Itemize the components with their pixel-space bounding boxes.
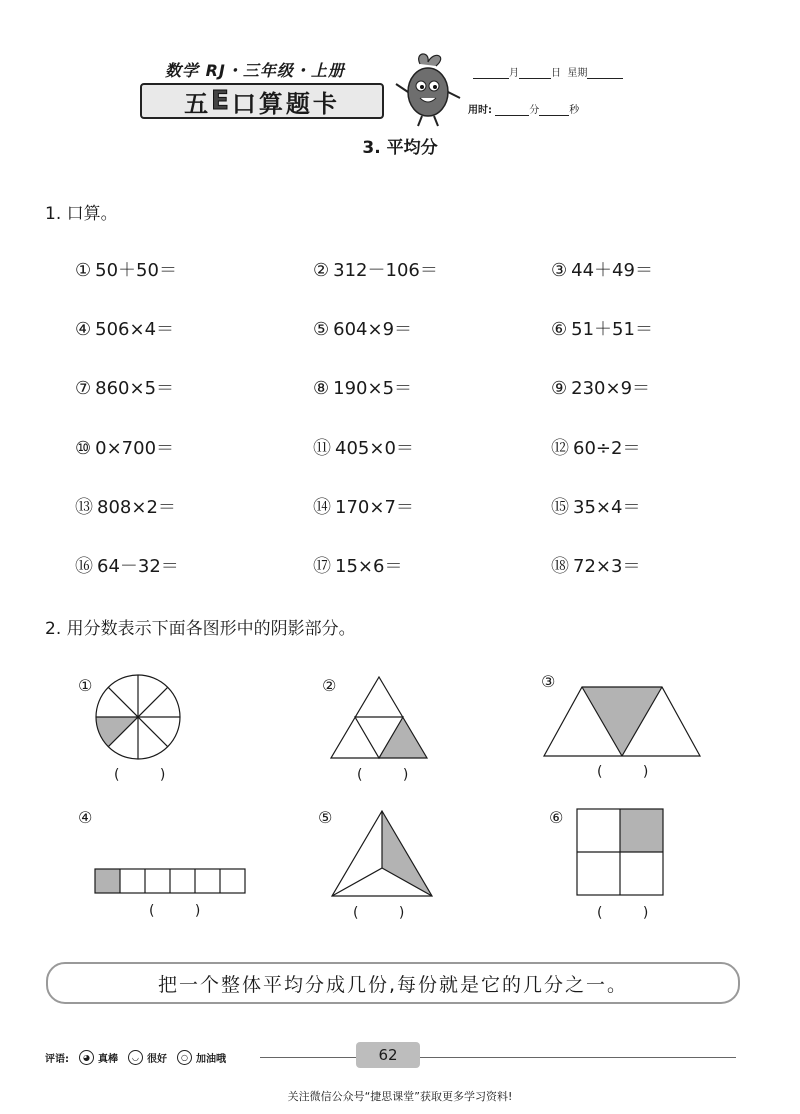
problem-number: ⑨ xyxy=(551,378,568,399)
problem-18 xyxy=(551,552,640,578)
brand-post: 口算题卡 xyxy=(231,89,340,118)
problem-expression: 60÷2＝ xyxy=(573,438,641,459)
shape-1-shaded-sector xyxy=(96,717,138,747)
shape-4-answer[interactable]: ( ) xyxy=(149,903,219,919)
problem-expression: 604×9＝ xyxy=(333,319,413,340)
problem-number: ⑮ xyxy=(551,497,569,518)
problem-expression: 44＋49＝ xyxy=(571,260,653,281)
problem-expression: 230×9＝ xyxy=(571,378,651,399)
shape-6-square xyxy=(576,808,664,896)
problem-expression: 72×3＝ xyxy=(573,556,641,577)
problem-12 xyxy=(551,434,640,460)
shape-2-answer[interactable]: ( ) xyxy=(357,767,427,783)
problem-10 xyxy=(75,434,174,460)
question-2-title: 2. 用分数表示下面各图形中的阴影部分。 xyxy=(45,619,356,639)
problem-number: ⑧ xyxy=(313,378,330,399)
problem-number: ⑥ xyxy=(551,319,568,340)
evaluation-keep-going: 加油哦 xyxy=(196,1054,226,1065)
time-label: 用时: xyxy=(468,105,492,116)
month-label: 月 xyxy=(509,68,519,79)
evaluation-great: 真棒 xyxy=(98,1054,118,1065)
week-blank[interactable] xyxy=(587,68,623,79)
problem-expression: 190×5＝ xyxy=(333,378,413,399)
shape-5-triangle xyxy=(330,810,434,898)
problem-16 xyxy=(75,552,179,578)
shape-2-triangle xyxy=(330,676,430,760)
problem-2 xyxy=(313,256,438,282)
shape-6-number: ⑥ xyxy=(549,808,564,827)
problem-number: ⑭ xyxy=(313,497,331,518)
problem-expression: 860×5＝ xyxy=(95,378,175,399)
shape-3-number: ③ xyxy=(541,672,556,691)
shape-1-answer[interactable]: ( ) xyxy=(114,767,184,783)
shape-2-shaded-part xyxy=(379,717,427,758)
problem-6 xyxy=(551,315,653,341)
evaluation-good: 很好 xyxy=(147,1054,167,1065)
shape-4-strip xyxy=(94,868,246,894)
day-label: 日 xyxy=(551,68,561,79)
shape-6-answer[interactable]: ( ) xyxy=(597,905,667,921)
problem-number: ⑰ xyxy=(313,556,331,577)
brand-e: E xyxy=(211,86,232,116)
time-line xyxy=(468,101,579,116)
problem-17 xyxy=(313,552,402,578)
problem-15 xyxy=(551,493,640,519)
problem-number: ⑪ xyxy=(313,438,331,459)
brand-pre: 五 xyxy=(184,89,212,118)
tip-box: 把一个整体平均分成几份,每份就是它的几分之一。 xyxy=(46,962,740,1004)
date-line xyxy=(473,64,623,79)
footer-note: 关注微信公众号“捷思课堂”获取更多学习资料! xyxy=(287,1090,513,1103)
day-blank[interactable] xyxy=(519,68,551,79)
shape-3-shaded-part xyxy=(582,687,662,756)
problem-8 xyxy=(313,374,412,400)
problem-number: ⑱ xyxy=(551,556,569,577)
problem-13 xyxy=(75,493,176,519)
problem-expression: 15×6＝ xyxy=(335,556,403,577)
problem-9 xyxy=(551,374,650,400)
problem-number: ② xyxy=(313,260,330,281)
problem-3 xyxy=(551,256,653,282)
problem-expression: 35×4＝ xyxy=(573,497,641,518)
problem-5 xyxy=(313,315,412,341)
problem-7 xyxy=(75,374,174,400)
section-title: 3. 平均分 xyxy=(362,138,438,158)
problem-number: ⑦ xyxy=(75,378,92,399)
problem-expression: 405×0＝ xyxy=(335,438,414,459)
shape-6-shaded-part xyxy=(620,809,663,852)
problem-number: ⑩ xyxy=(75,438,92,459)
subject-label: 数学 RJ・三年级・上册 xyxy=(165,61,345,80)
evaluation-label: 评语: xyxy=(45,1054,69,1065)
shape-5-answer[interactable]: ( ) xyxy=(353,905,423,921)
problem-4 xyxy=(75,315,174,341)
problem-expression: 808×2＝ xyxy=(97,497,176,518)
question-1-title: 1. 口算。 xyxy=(45,204,118,224)
problem-14 xyxy=(313,493,414,519)
shape-3-triangles xyxy=(542,686,702,758)
problem-number: ⑯ xyxy=(75,556,93,577)
evaluation-row xyxy=(45,1050,226,1065)
problem-expression: 170×7＝ xyxy=(335,497,414,518)
minute-blank[interactable] xyxy=(495,105,529,116)
month-blank[interactable] xyxy=(473,68,509,79)
shape-1-circle xyxy=(94,673,182,761)
problem-expression: 312－106＝ xyxy=(333,260,438,281)
problem-number: ⑫ xyxy=(551,438,569,459)
minute-label: 分 xyxy=(529,105,540,116)
great-face-icon[interactable]: ◕ xyxy=(79,1050,94,1065)
problem-expression: 64－32＝ xyxy=(97,556,179,577)
problem-expression: 0×700＝ xyxy=(95,438,175,459)
problem-expression: 51＋51＝ xyxy=(571,319,653,340)
shape-4-number: ④ xyxy=(78,808,93,827)
shape-2-number: ② xyxy=(322,676,337,695)
problem-number: ① xyxy=(75,260,92,281)
shape-3-answer[interactable]: ( ) xyxy=(597,764,667,780)
page-number: 62 xyxy=(356,1042,420,1068)
shape-4-shaded-cell xyxy=(95,869,120,893)
footer-divider xyxy=(260,1057,736,1058)
problem-11 xyxy=(313,434,414,460)
problem-number: ⑤ xyxy=(313,319,330,340)
shape-5-number: ⑤ xyxy=(318,808,333,827)
problem-number: ③ xyxy=(551,260,568,281)
problem-expression: 50＋50＝ xyxy=(95,260,177,281)
second-label: 秒 xyxy=(569,105,580,116)
second-blank[interactable] xyxy=(539,105,569,116)
cheer-face-icon[interactable]: ○ xyxy=(177,1050,192,1065)
problem-expression: 506×4＝ xyxy=(95,319,175,340)
week-label: 星期 xyxy=(567,68,588,79)
problem-1 xyxy=(75,256,177,282)
good-face-icon[interactable]: ◡ xyxy=(128,1050,143,1065)
problem-number: ④ xyxy=(75,319,92,340)
brand-logo xyxy=(140,83,384,119)
mascot-illustration xyxy=(390,48,465,128)
problem-number: ⑬ xyxy=(75,497,93,518)
shape-1-number: ① xyxy=(78,676,93,695)
